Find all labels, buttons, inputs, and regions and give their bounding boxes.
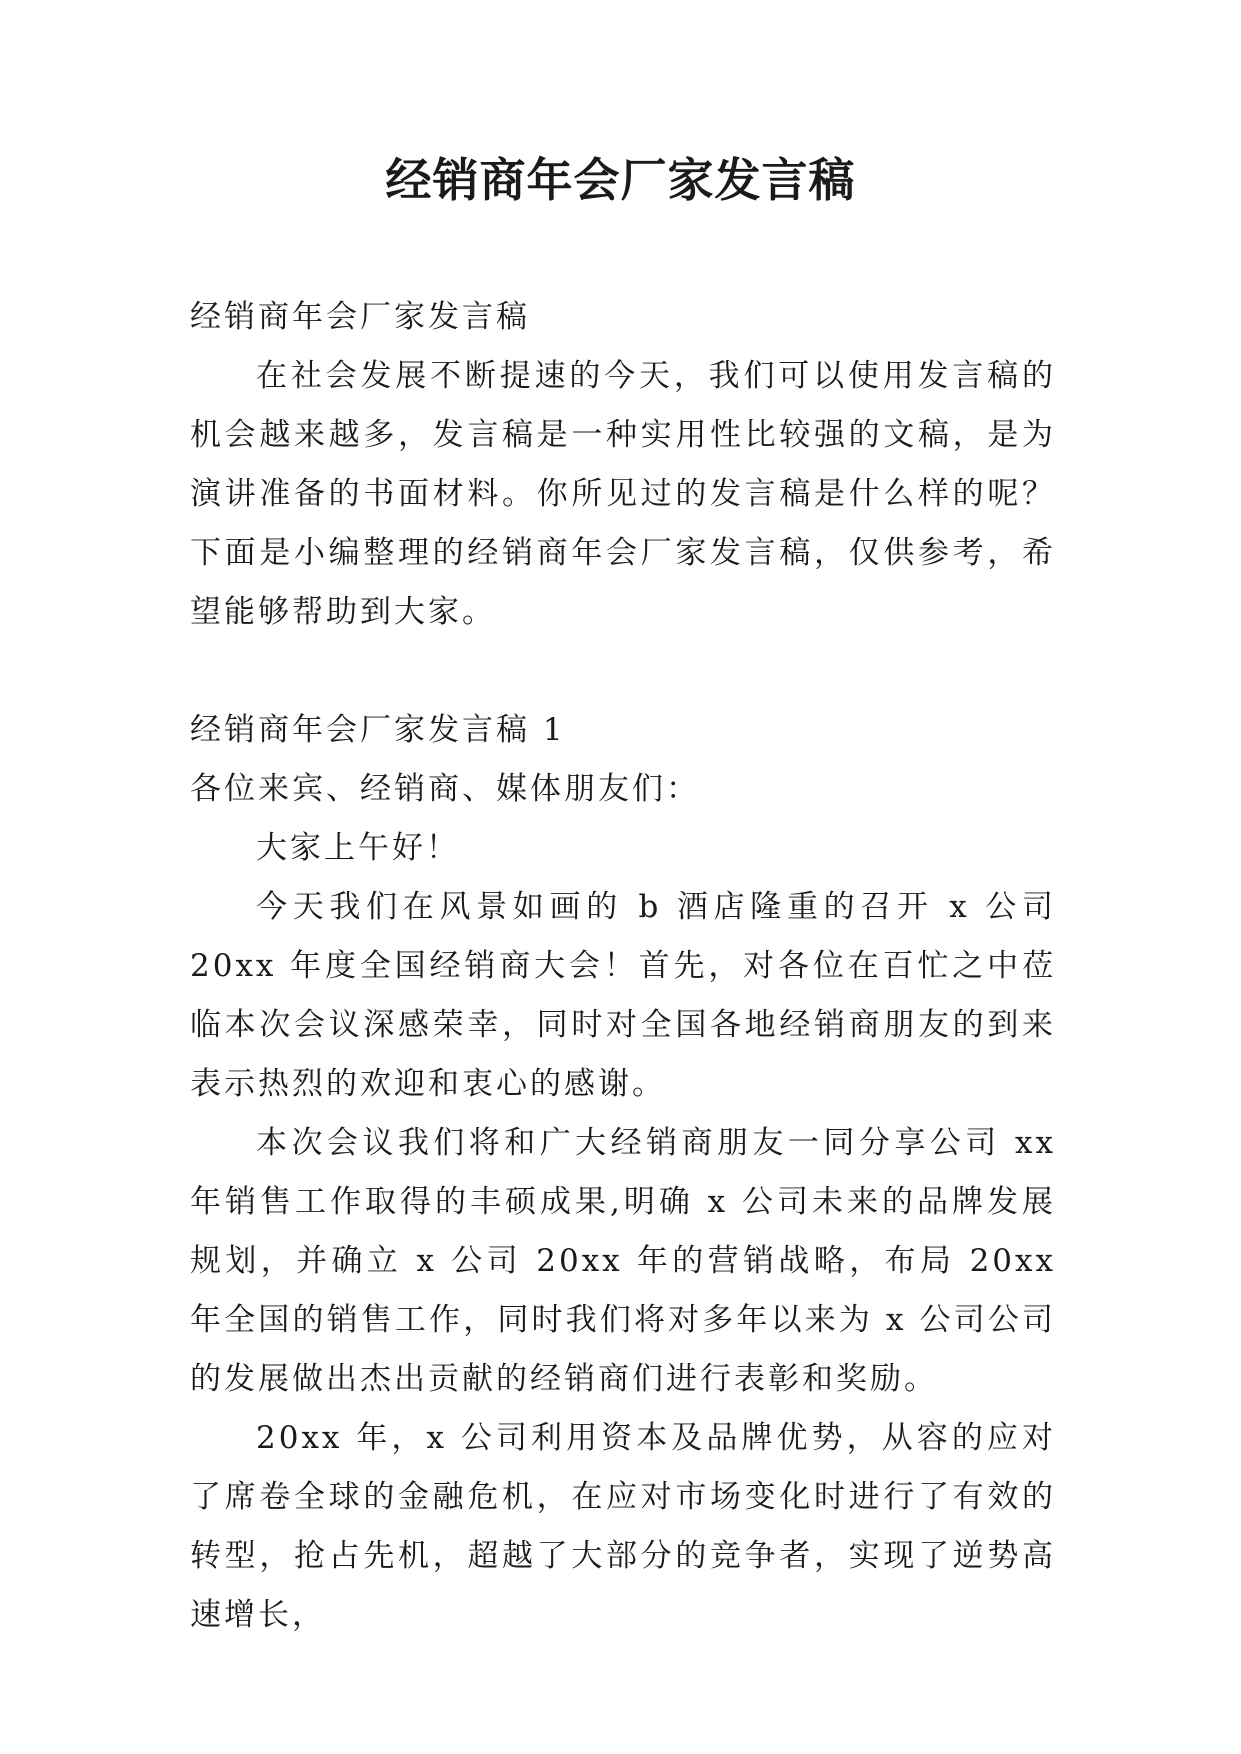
document-body	[190, 288, 1056, 1645]
intro-paragraph: 在社会发展不断提速的今天，我们可以使用发言稿的机会越来越多，发言稿是一种实用性比较强的文稿，是为演讲准备的书面材料。你所见过的发言稿是什么样的呢？下面是小编整理的经销商年会厂家发言稿，仅供参考，希望能够帮助到大家。	[190, 358, 1056, 630]
body-paragraph-3: 20xx 年，x 公司利用资本及品牌优势，从容的应对了席卷全球的金融危机，在应对市场变化时进行了有效的转型，抢占先机，超越了大部分的竞争者，实现了逆势高速增长，	[190, 1420, 1056, 1633]
greeting: 大家上午好！	[256, 830, 460, 866]
salutation: 各位来宾、经销商、媒体朋友们：	[190, 771, 700, 807]
body-paragraph-1: 今天我们在风景如画的 b 酒店隆重的召开 x 公司 20xx 年度全国经销商大会！首先，对各位在百忙之中莅临本次会议深感荣幸，同时对全国各地经销商朋友的到来表示热烈的欢迎和衷心的感谢。	[190, 889, 1056, 1102]
document-title: 经销商年会厂家发言稿	[385, 153, 856, 207]
paragraph-spacer	[190, 642, 1056, 701]
body-paragraph-2: 本次会议我们将和广大经销商朋友一同分享公司 xx 年销售工作取得的丰硕成果,明确 x 公司未来的品牌发展规划，并确立 x 公司 20xx 年的营销战略，布局 20xx 年全国的销售工作，同时我们将对多年以来为 x 公司公司的发展做出杰出贡献的经销商们进行表彰和奖励。	[190, 1125, 1056, 1397]
section-heading: 经销商年会厂家发言稿 1	[190, 712, 566, 748]
document-subtitle: 经销商年会厂家发言稿	[190, 299, 530, 335]
